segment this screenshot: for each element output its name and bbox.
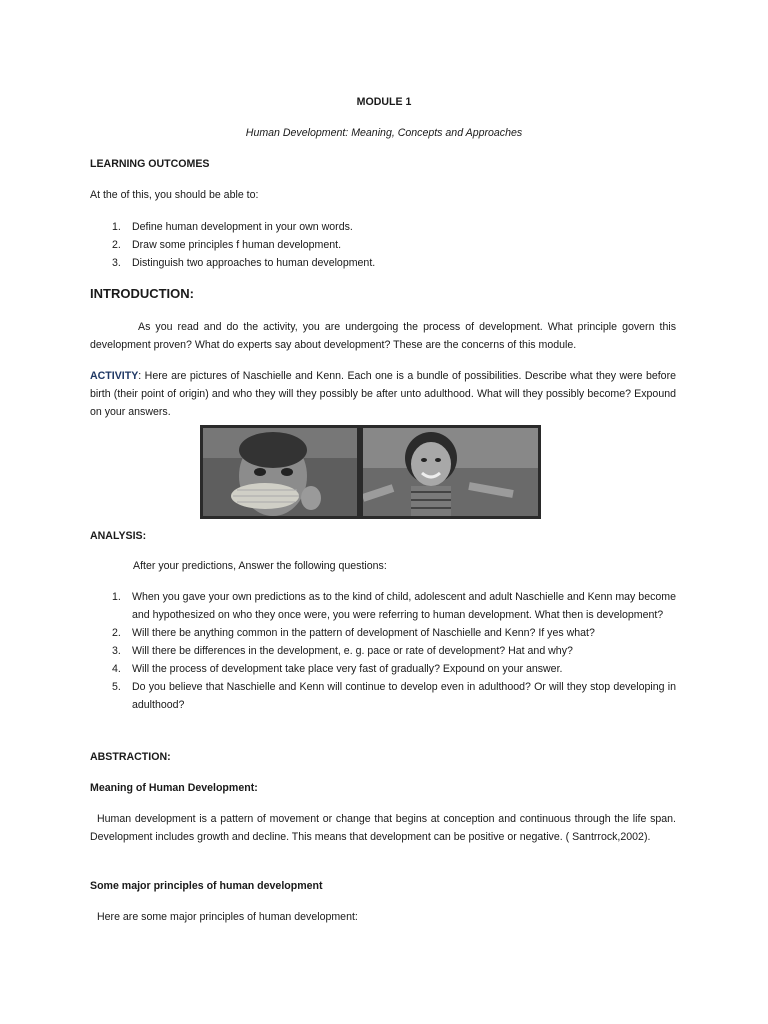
principles-intro: Here are some major principles of human development: (97, 911, 358, 923)
analysis-question-list (90, 588, 676, 714)
module-title: MODULE 1 (356, 96, 412, 108)
list-item (90, 642, 676, 660)
list-number: 1. (112, 591, 121, 603)
list-number: 4. (112, 663, 121, 675)
learning-outcomes-list (90, 218, 676, 272)
list-item-text: Define human development in your own words. (132, 221, 353, 233)
photo-naschielle (363, 428, 538, 516)
list-item-text: Will there be anything common in the pattern of development of Naschielle and Kenn? If yes what? (132, 627, 595, 639)
learning-outcomes-intro: At the of this, you should be able to: (90, 189, 259, 201)
list-item-text: Will the process of development take place very fast of gradually? Expound on your answer. (132, 663, 563, 675)
learning-outcomes-heading: LEARNING OUTCOMES (90, 158, 210, 170)
list-item (90, 678, 676, 714)
activity-label: ACTIVITY (90, 370, 139, 382)
abstraction-heading: ABSTRACTION: (90, 751, 171, 763)
photo-kenn (203, 428, 357, 516)
list-number: 2. (112, 239, 121, 251)
activity-text: : Here are pictures of Naschielle and Kenn. Each one is a bundle of possibilities. Describe what they were before birth (their point of origin) and who they will they possibly be after unto adulthood. What will they possibly become? Expound on your answers. (90, 370, 676, 418)
list-item-text: Distinguish two approaches to human development. (132, 257, 376, 269)
introduction-paragraph: As you read and do the activity, you are undergoing the process of development. What principle govern this development proven? What do experts say about development? These are the concerns of this module. (90, 321, 676, 351)
list-item (90, 588, 676, 624)
list-number: 3. (112, 645, 121, 657)
list-item (90, 624, 676, 642)
list-number: 5. (112, 681, 121, 693)
analysis-intro: After your predictions, Answer the following questions: (133, 560, 387, 572)
introduction-heading: INTRODUCTION: (90, 286, 194, 301)
list-item (90, 218, 676, 236)
meaning-paragraph: Human development is a pattern of movement or change that begins at conception and continuous through the life span. Development includes growth and decline. This means that development can be positive or negative. ( Santrrock,2002). (90, 813, 676, 843)
module-subtitle: Human Development: Meaning, Concepts and Approaches (245, 127, 523, 139)
principles-heading: Some major principles of human development (90, 880, 323, 892)
list-number: 2. (112, 627, 121, 639)
activity-paragraph (90, 367, 676, 421)
list-item-text: Draw some principles f human development. (132, 239, 342, 251)
list-item-text: When you gave your own predictions as to the kind of child, adolescent and adult Naschielle and Kenn may become and hypothesized on who they once were, you were referring to human development. What then is development? (132, 591, 676, 621)
list-item-text: Do you believe that Naschielle and Kenn will continue to develop even in adulthood? Or will they stop developing in adulthood? (132, 681, 676, 711)
list-number: 1. (112, 221, 121, 233)
list-item-text: Will there be differences in the development, e. g. pace or rate of development? Hat and why? (132, 645, 573, 657)
list-item (90, 254, 676, 272)
list-number: 3. (112, 257, 121, 269)
list-item (90, 660, 676, 678)
list-item (90, 236, 676, 254)
activity-photos (200, 425, 541, 519)
meaning-heading: Meaning of Human Development: (90, 782, 258, 794)
analysis-heading: ANALYSIS: (90, 530, 147, 542)
